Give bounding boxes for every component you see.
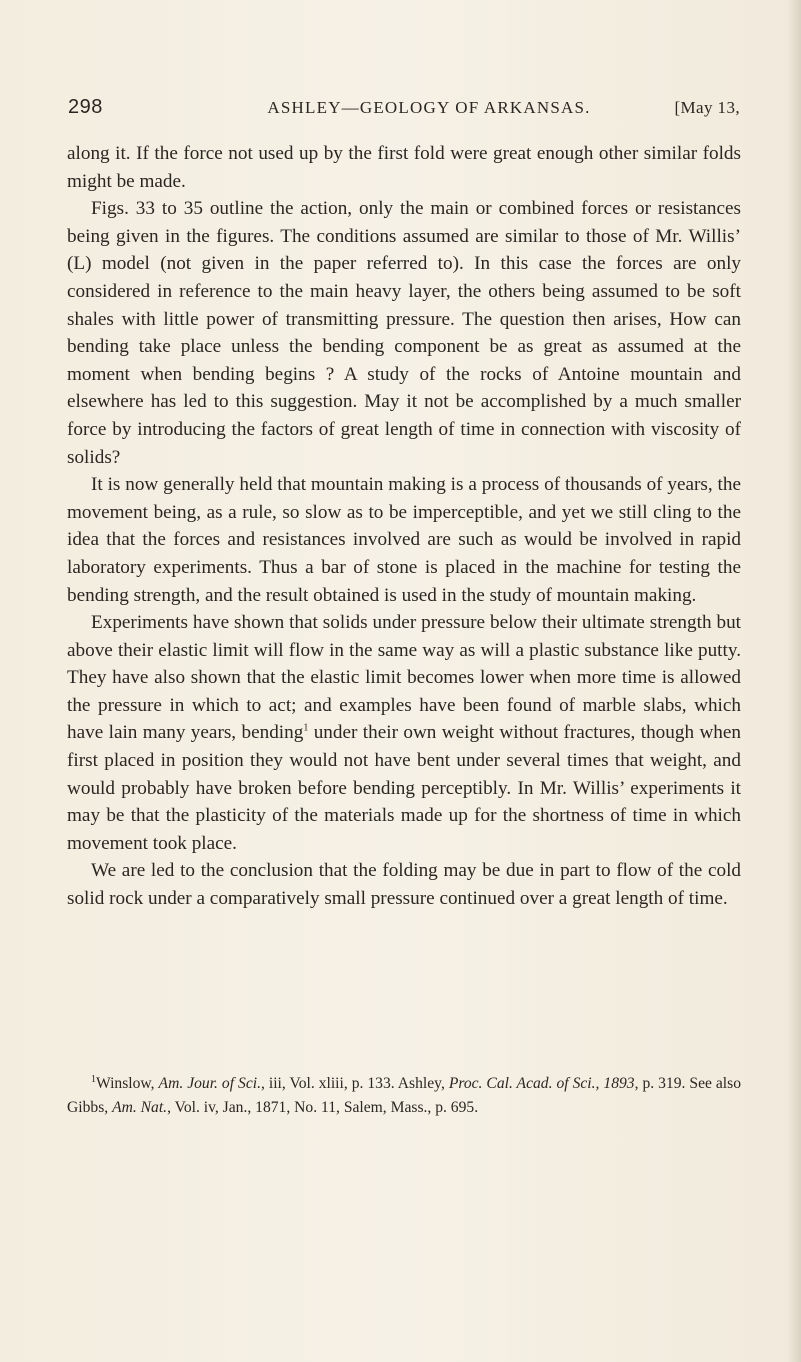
page-number: 298 [68,96,103,118]
running-head [68,96,740,126]
footnote-text-4: , Vol. iv, Jan., 1871, No. 11, Salem, Mass., p. 695. [167,1098,479,1116]
footnote-citation-3: Am. Nat. [112,1098,168,1116]
paragraph-1: along it. If the force not used up by the first fold were great enough other similar folds might be made. [67,143,741,192]
paragraph-5: We are led to the conclusion that the folding may be due in part to flow of the cold solid rock under a comparatively small pressure continued over a great length of time. [67,860,741,910]
footnote-1 [67,1072,741,1119]
footnotes [67,1072,741,1119]
running-head-title: ASHLEY—GEOLOGY OF ARKANSAS. [267,98,591,117]
paragraph-3: It is now generally held that mountain making is a process of thousands of years, the movement being, as a rule, so slow as to be imperceptible, and yet we still cling to the idea that the forces and resistances involved are such as would be involved in rapid laboratory experiments. Thus a bar of stone is placed in the machine for testing the bending strength, and the result obtained is used in the study of mountain making. [67,474,741,606]
body-text [67,140,741,913]
running-head-date: [May 13, [674,98,740,117]
page-edge-shadow [787,0,801,1362]
footnote-citation-2: Proc. Cal. Acad. of Sci., 1893 [448,1075,635,1092]
footnote-citation-1: Am. Jour. of Sci. [158,1075,261,1092]
paragraph-4-text-b: under their own weight without fractures, though when first placed in position they would not have bent under several times that weight, and would probably have broken before bending perceptibly. In Mr. Willis’ experiments it may be that the plasticity of the materials made up for the shortness of time in which movement took place. [67,722,742,854]
footnote-text-3: , p. 319. See also Gibbs, [67,1075,742,1116]
paragraph-2: Figs. 33 to 35 outline the action, only the main or combined forces or resistances being given in the figures. The conditions assumed are similar to those of Mr. Willis’ (L) model (not given in the paper referred to). In this case the forces are only considered in reference to the main heavy layer, the others being assumed to be soft shales with little power of transmitting pressure. The question then arises, How can bending take place unless the bending component be as great as assumed at the moment when bending begins ? A study of the rocks of Antoine mountain and elsewhere has led to this suggestion. May it not be accomplished by a much smaller force by introducing the factors of great length of time in connection with viscosity of solids? [67,198,741,468]
footnote-mark: 1 [91,1073,96,1085]
footnote-text-2: , iii, Vol. xliii, p. 133. Ashley, [261,1075,449,1092]
footnote-reference: 1 [303,723,309,735]
footnote-text-1: Winslow, [96,1075,159,1092]
paragraph-4 [67,609,741,857]
paragraph-4-text-a: Experiments have shown that solids under pressure below their ultimate strength but above their elastic limit will flow in the same way as will a plastic substance like putty. They have also shown that the elastic limit becomes lower when more time is allowed the pressure in which to act; and examples have been found of marble slabs, which have lain many years, bending [67,612,741,744]
